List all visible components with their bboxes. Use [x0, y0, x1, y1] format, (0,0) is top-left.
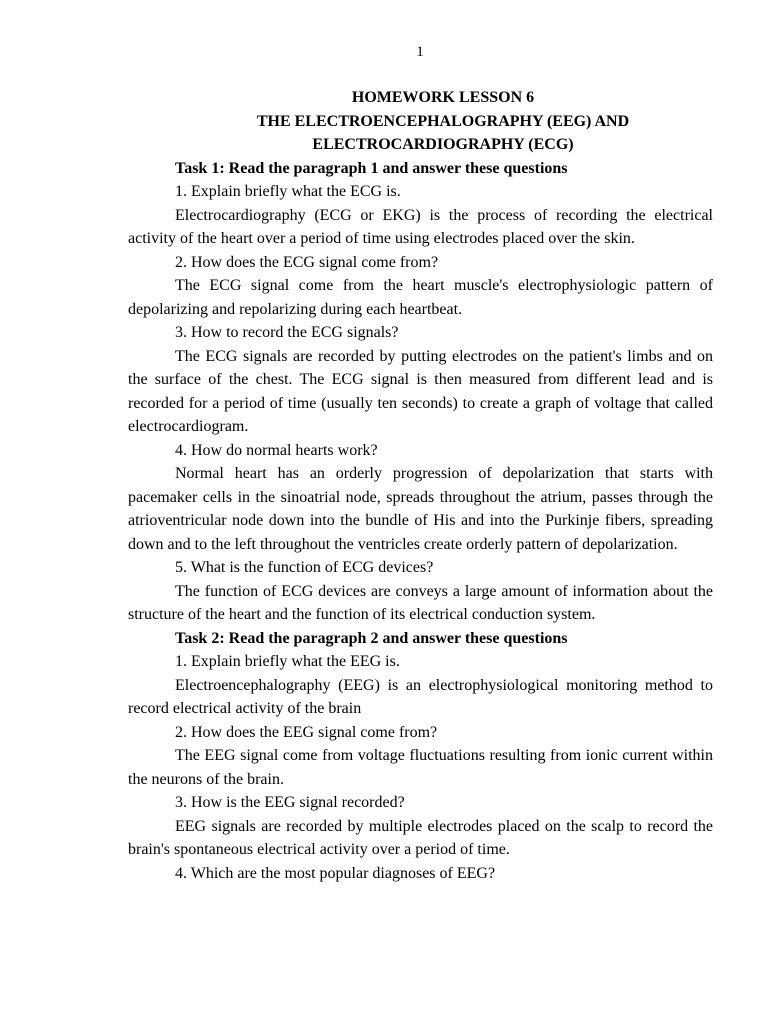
- title-line-1: HOMEWORK LESSON 6: [351, 89, 535, 106]
- task1-heading: Task 1: Read the paragraph 1 and answer these questions: [175, 159, 568, 177]
- document-body: [128, 86, 713, 885]
- task2-answer-2: The EEG signal come from voltage fluctuations resulting from ionic current within the neurons of the brain.: [128, 747, 713, 788]
- task1-answer-2: The ECG signal come from the heart muscle's electrophysiologic pattern of depolarizing and repolarizing during each heartbeat.: [128, 277, 713, 318]
- task1-question-4: 4. How do normal hearts work?: [175, 441, 378, 459]
- task1-answer-4: Normal heart has an orderly progression of depolarization that starts with pacemaker cells in the sinoatrial node, spreads throughout the atrium, passes through the atrioventricular node down into the bundle of His and into the Purkinje fibers, spreading down and to the left throughout the ventricles create orderly pattern of depolarization.: [128, 465, 713, 553]
- task1-answer-1: Electrocardiography (ECG or EKG) is the process of recording the electrical activity of the heart over a period of time using electrodes placed over the skin.: [128, 206, 713, 247]
- title-line-3: ELECTROCARDIOGRAPHY (ECG): [312, 136, 574, 153]
- page-number: 1: [416, 44, 424, 60]
- title-line-2: THE ELECTROENCEPHALOGRAPHY (EEG) AND: [256, 112, 630, 130]
- task1-answer-3: The ECG signals are recorded by putting electrodes on the patient's limbs and on the surface of the chest. The ECG signal is then measured from different lead and is recorded for a period of time (usually ten seconds) to create a graph of voltage that called electrocardiogram.: [128, 347, 713, 435]
- task2-answer-1: Electroencephalography (EEG) is an electrophysiological monitoring method to record electrical activity of the brain: [128, 676, 713, 717]
- task1-question-2: 2. How does the ECG signal come from?: [175, 253, 439, 271]
- task1-question-1: 1. Explain briefly what the ECG is.: [175, 183, 401, 200]
- task1-question-3: 3. How to record the ECG signals?: [175, 324, 399, 341]
- task2-answer-3: EEG signals are recorded by multiple electrodes placed on the scalp to record the brain's spontaneous electrical activity over a period of time.: [128, 817, 713, 858]
- task2-question-1: 1. Explain briefly what the EEG is.: [175, 653, 400, 670]
- task1-answer-5: The function of ECG devices are conveys a large amount of information about the structure of the heart and the function of its electrical conduction system.: [128, 582, 713, 623]
- task2-question-3: 3. How is the EEG signal recorded?: [175, 794, 405, 811]
- task2-question-4: 4. Which are the most popular diagnoses of EEG?: [175, 864, 496, 882]
- task2-heading: Task 2: Read the paragraph 2 and answer these questions: [175, 629, 568, 647]
- task1-question-5: 5. What is the function of ECG devices?: [175, 559, 434, 576]
- task2-question-2: 2. How does the EEG signal come from?: [175, 723, 438, 741]
